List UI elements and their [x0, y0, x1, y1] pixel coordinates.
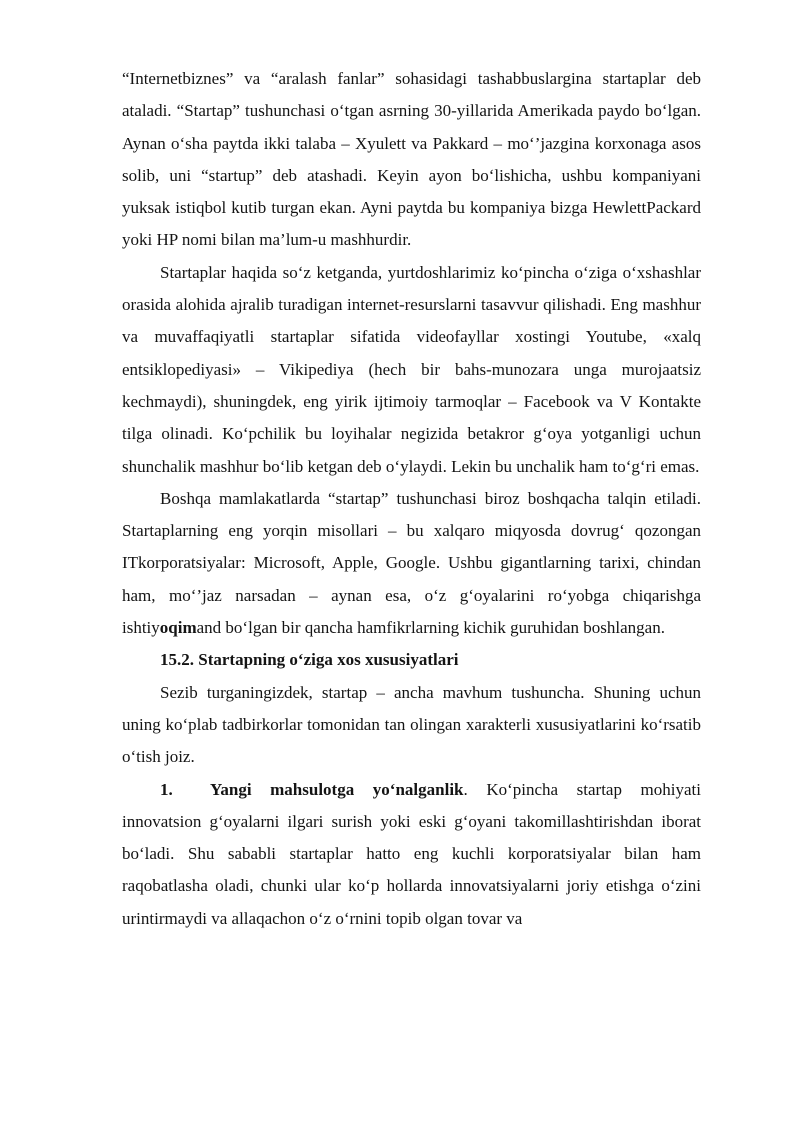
paragraph-startups-perception: Startaplar haqida so‘z ketganda, yurtdoshlarimiz ko‘pincha o‘ziga o‘xshashlar orasida alohida ajralib turadigan internet-resurslarni tasavvur qilishadi. Eng mashhur va muvaffaqiyatli startaplar sifatida videofayllar xostingi Youtube, «xalq entsiklopediyasi» – Vikipediya (hech bir bahs-munozara unga murojaatsiz kechmaydi), shuningdek, eng yirik ijtimoiy tarmoqlar – Facebook va V Kontakte tilga olinadi. Ko‘pchilik bu loyihalar negizida betakror g‘oya yotganligi uchun shunchalik mashhur bo‘lib ketgan deb o‘ylaydi. Lekin bu unchalik ham to‘g‘ri emas.	[122, 262, 701, 476]
paragraph-abstract-concept: Sezib turganingizdek, startap – ancha mavhum tushuncha. Shuning uchun uning ko‘plab tadbirkorlar tomonidan tan olingan xarakterli xususiyatlarini ko‘rsatib o‘tish joiz.	[122, 682, 701, 767]
paragraph-other-countries	[122, 483, 701, 644]
paragraph-other-countries-part1: Boshqa mamlakatlarda “startap” tushunchasi biroz boshqacha talqin etiladi. Startaplarning eng yorqin misollari – bu xalqaro miqyosda dovrug‘ qozongan ITkorporatsiyalar: Microsoft, Apple, Google. Ushbu gigantlarning tarixi, chindan ham, mo‘’jaz narsadan – aynan esa, o‘z g‘oyalarini ro‘yobga chiqarishga ishtiy	[122, 488, 701, 638]
paragraph-other-countries-bold: oqim	[159, 618, 197, 638]
paragraph-other-countries-part2: and bo‘lgan bir qancha hamfikrlarning kichik guruhidan boshlangan.	[196, 618, 665, 638]
list-item-1	[122, 774, 701, 935]
list-item-text: . Ko‘pincha startap mohiyati innovatsion g‘oyalarni ilgari surish yoki eski g‘oyani takomillashtirishdan iborat bo‘ladi. Shu sababli startaplar hatto eng kuchli korporatsiyalar bilan ham raqobatlasha oladi, chunki ular ko‘p hollarda innovatsiyalarni joriy etishga o‘zini urintirmaydi va allaqachon o‘z o‘rnini topib olgan tovar va	[122, 779, 701, 928]
list-item-title: Yangi mahsulotga yo‘nalganlik	[210, 779, 464, 799]
document-page	[122, 63, 701, 935]
paragraph-intro: “Internetbiznes” va “aralash fanlar” sohasidagi tashabbuslargina startaplar deb ataladi. “Startap” tushunchasi o‘tgan asrning 30-yillarida Amerikada paydo bo‘lgan. Aynan o‘sha paytda ikki talaba – Xyulett va Pakkard – mo‘’jazgina korxonaga asos solib, uni “startup” deb atashadi. Keyin ayon bo‘lishicha, ushbu kompaniyani yuksak istiqbol kutib turgan ekan. Ayni paytda bu kompaniya bizga HewlettPackard yoki HP nomi bilan ma’lum-u mashhurdir.	[122, 69, 701, 250]
list-item-number: 1.	[160, 779, 173, 799]
section-heading: 15.2. Startapning o‘ziga xos xususiyatlari	[160, 650, 459, 670]
